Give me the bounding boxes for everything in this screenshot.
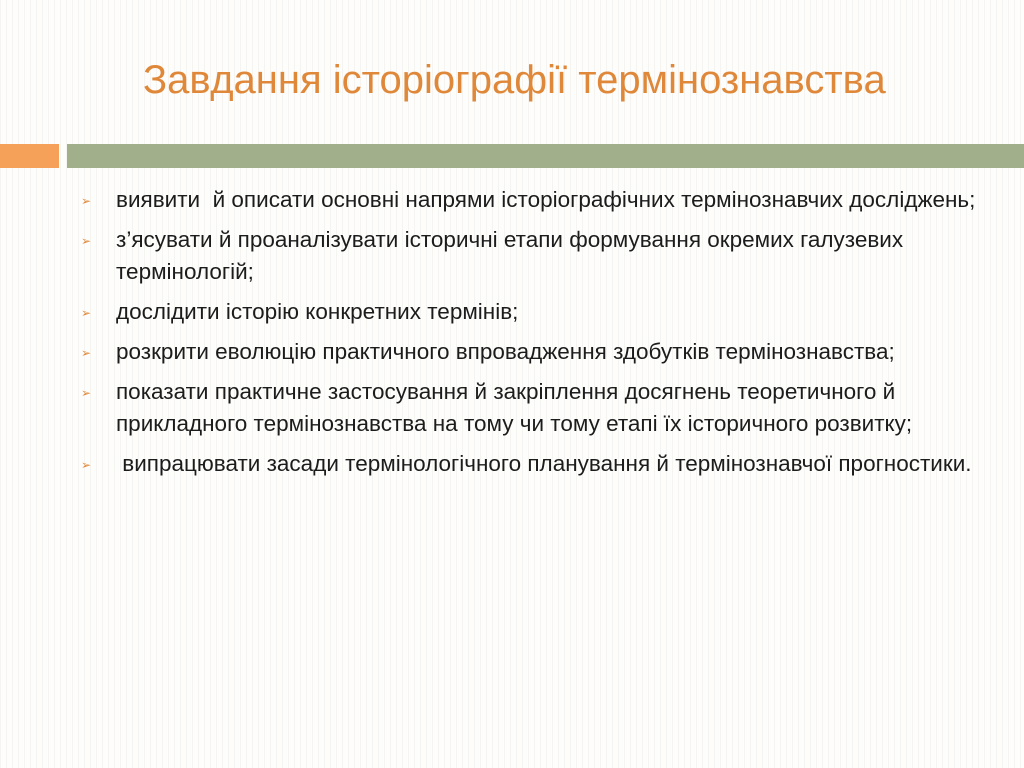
bullet-text: дослідити історію конкретних термінів; <box>116 299 519 324</box>
bullet-list <box>78 184 978 488</box>
arrow-bullet-icon: ➢ <box>81 458 92 472</box>
bullet-text: розкрити еволюцію практичного впровадження здобутків термінознавства; <box>116 339 895 364</box>
arrow-bullet-icon: ➢ <box>81 194 92 208</box>
arrow-bullet-icon: ➢ <box>81 386 92 400</box>
bullet-text: з’ясувати й проаналізувати історичні етапи формування окремих галузевих термінологій; <box>116 227 910 284</box>
bullet-text: випрацювати засади термінологічного планування й термінознавчої прогностики. <box>116 451 972 476</box>
bullet-text: виявити й описати основні напрями історіографічних термінознавчих досліджень; <box>116 187 976 212</box>
title-rule-bar <box>67 144 1024 168</box>
slide-title: Завдання історіографії термінознавства <box>143 58 886 102</box>
arrow-bullet-icon: ➢ <box>81 346 92 360</box>
bullet-item <box>78 336 978 368</box>
title-rule-accent <box>0 144 59 168</box>
bullet-item <box>78 296 978 328</box>
bullet-item <box>78 448 978 480</box>
arrow-bullet-icon: ➢ <box>81 306 92 320</box>
arrow-bullet-icon: ➢ <box>81 234 92 248</box>
bullet-item <box>78 184 978 216</box>
bullet-text: показати практичне застосування й закріплення досягнень теоретичного й прикладного термінознавства на тому чи тому етапі їх історичного розвитку; <box>116 379 913 436</box>
bullet-item <box>78 376 978 440</box>
bullet-item <box>78 224 978 288</box>
